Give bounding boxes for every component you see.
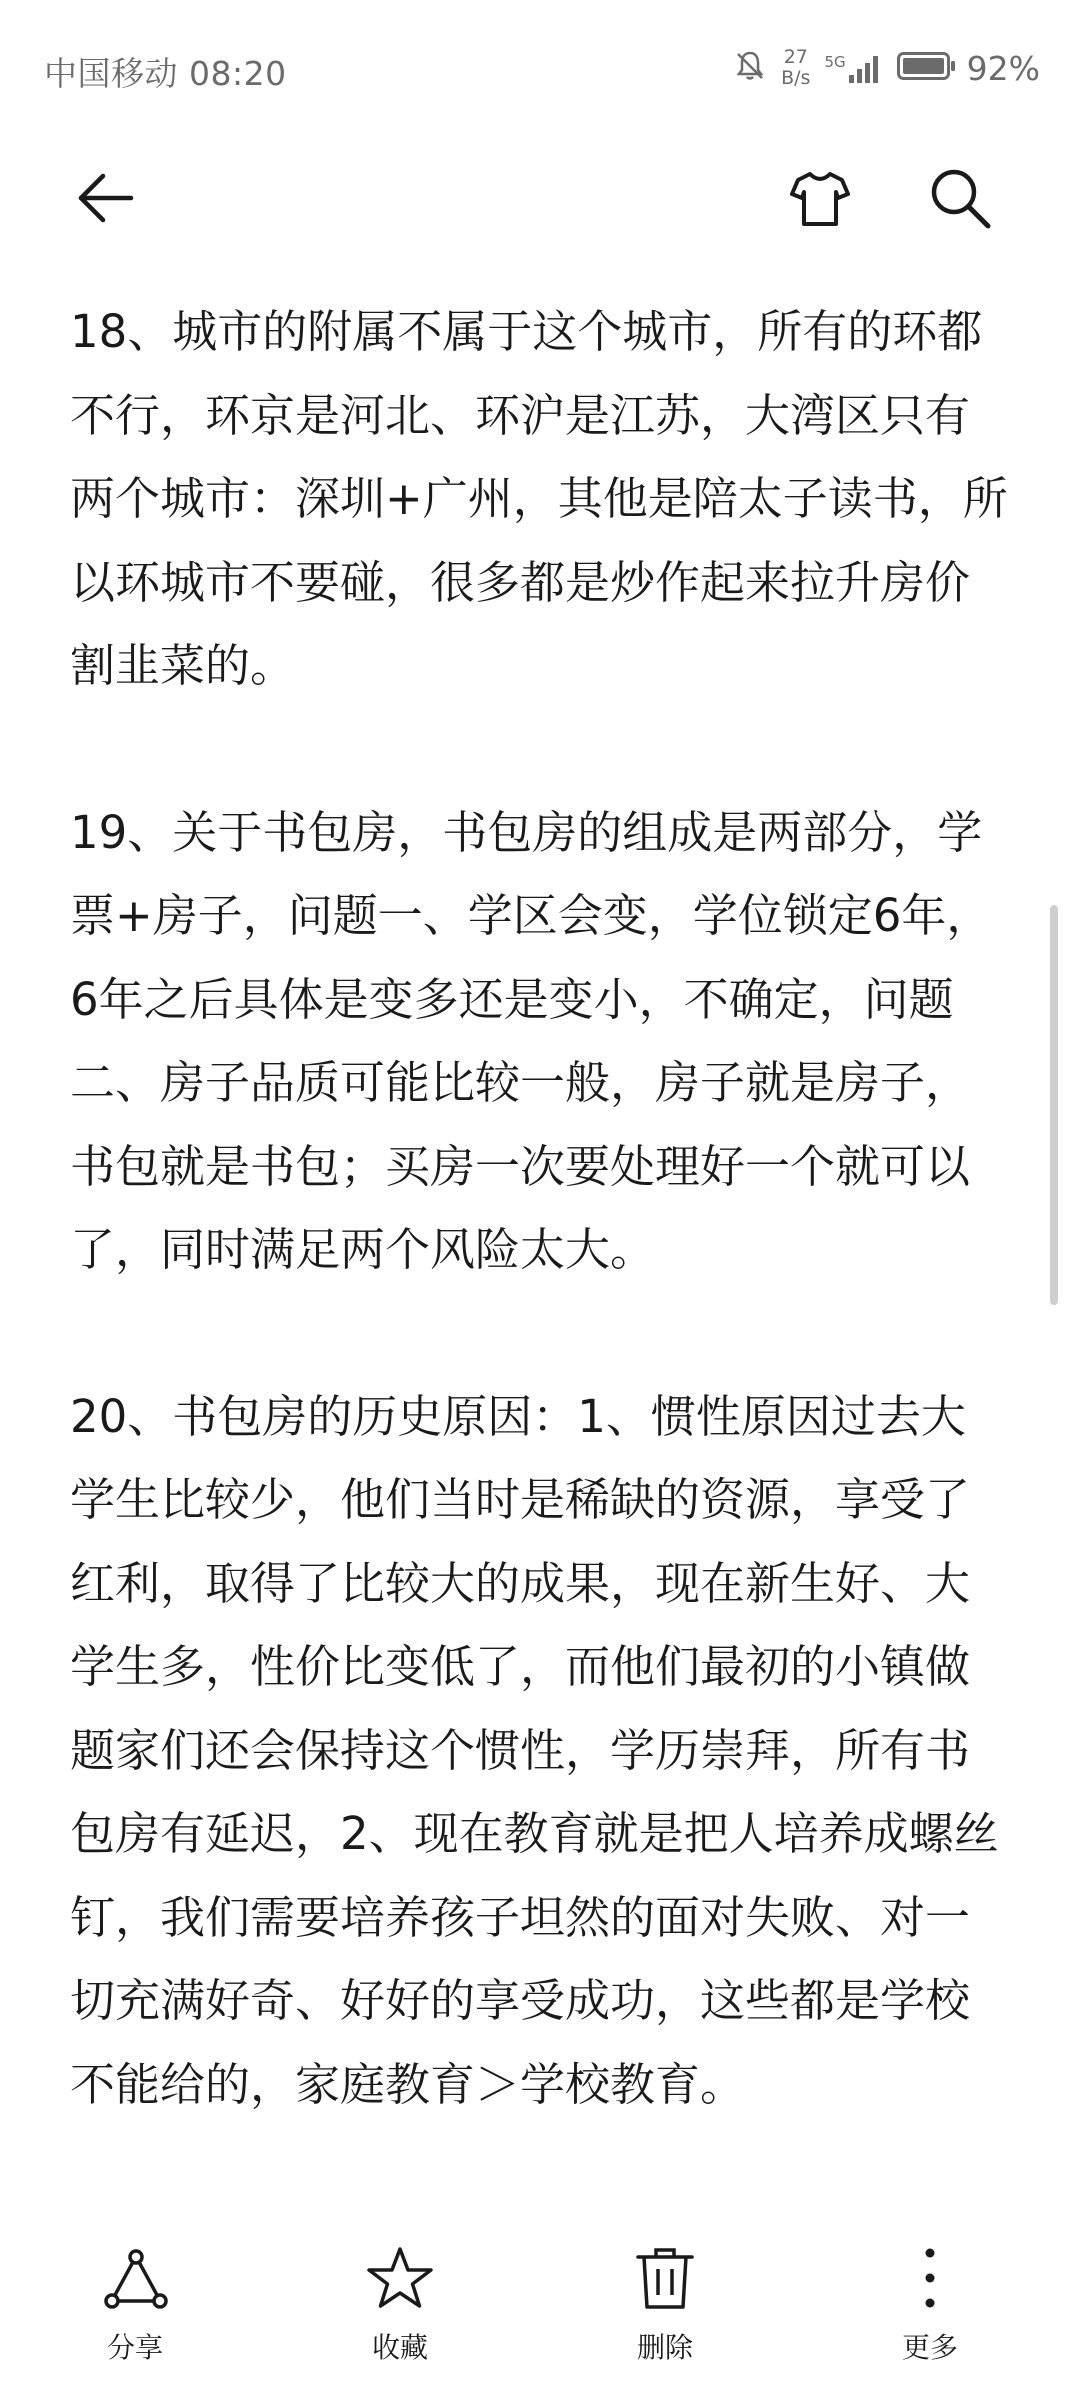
signal-icon — [824, 53, 882, 83]
battery-percent: 92% — [966, 48, 1040, 88]
back-button[interactable] — [60, 155, 150, 245]
note-content — [70, 290, 1010, 2209]
more-button[interactable] — [830, 2240, 1030, 2380]
search-button[interactable] — [915, 155, 1005, 245]
delete-label: 删除 — [636, 2331, 693, 2364]
status-bar — [0, 0, 1080, 130]
mute-bell-icon — [733, 49, 767, 87]
share-label: 分享 — [106, 2331, 163, 2364]
bottom-action-bar — [0, 2240, 1080, 2387]
signal-label: 5G — [824, 53, 846, 71]
tshirt-icon — [788, 166, 852, 234]
scrollbar-thumb[interactable] — [1050, 905, 1058, 1305]
paragraph-19: 19、关于书包房，书包房的组成是两部分，学票+房子，问题一、学区会变，学位锁定6年，6年之后具体是变多还是变小，不确定，问题二、房子品质可能比较一般，房子就是房子，书包就是书包；买房一次要处理好一个就可以了，同时满足两个风险太大。 — [70, 805, 992, 1276]
status-icons — [733, 40, 1040, 96]
trash-icon — [630, 2243, 700, 2317]
carrier-time: 中国移动 08:20 — [44, 54, 287, 93]
share-icon — [100, 2243, 170, 2317]
toolbar — [0, 140, 1080, 270]
more-label: 更多 — [901, 2331, 958, 2364]
more-vertical-icon — [895, 2243, 965, 2317]
arrow-left-icon — [73, 166, 137, 234]
share-button[interactable] — [35, 2240, 235, 2380]
net-speed-unit: B/s — [781, 67, 811, 89]
net-speed — [781, 47, 810, 89]
favorite-button[interactable] — [300, 2240, 500, 2380]
paragraph-18: 18、城市的附属不属于这个城市，所有的环都不行，环京是河北、环沪是江苏，大湾区只有两个城市：深圳+广州，其他是陪太子读书，所以环城市不要碰，很多都是炒作起来拉升房价割韭菜的。 — [70, 305, 1008, 692]
battery-icon — [897, 51, 957, 85]
theme-button[interactable] — [775, 155, 865, 245]
favorite-label: 收藏 — [371, 2331, 428, 2364]
paragraph-20: 20、书包房的历史原因：1、惯性原因过去大学生比较少，他们当时是稀缺的资源，享受了红利，取得了比较大的成果，现在新生好、大学生多，性价比变低了，而他们最初的小镇做题家们还会保持这个惯性，学历崇拜，所有书包房有延迟，2、现在教育就是把人培养成螺丝钉，我们需要培养孩子坦然的面对失败、对一切充满好奇、好好的享受成功，这些都是学校不能给的，家庭教育＞学校教育。 — [70, 1389, 999, 2111]
net-speed-value: 27 — [783, 46, 808, 68]
search-icon — [926, 164, 994, 236]
star-icon — [365, 2243, 435, 2317]
delete-button[interactable] — [565, 2240, 765, 2380]
